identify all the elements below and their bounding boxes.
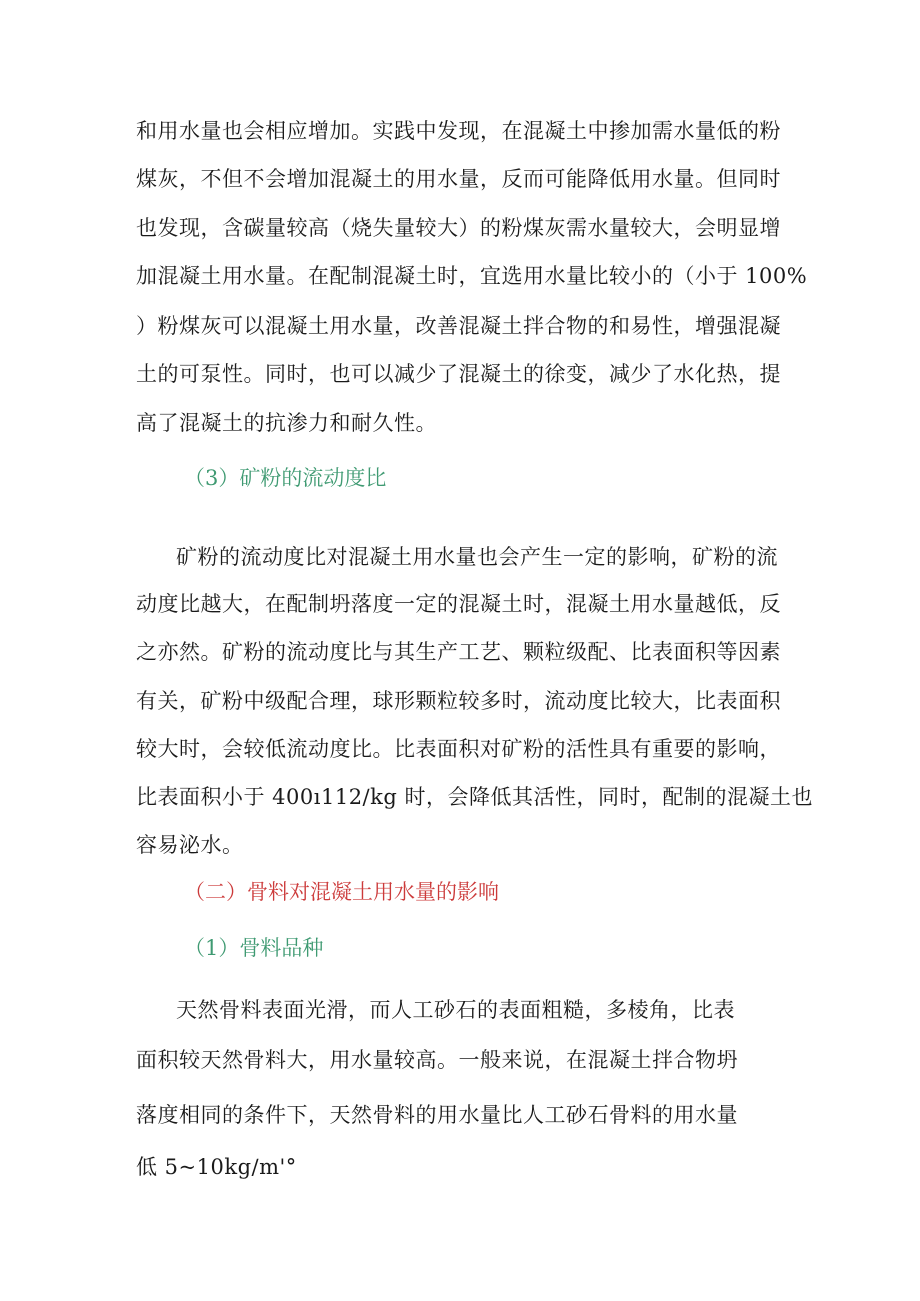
text-line: 有关，矿粉中级配合理，球形颗粒较多时，流动度比较大，比表面积 [136, 689, 781, 713]
text-line: 落度相同的条件下，天然骨料的用水量比人工砂石骨料的用水量 [136, 1103, 738, 1127]
text-line: 煤灰，不但不会增加混凝土的用水量，反而可能降低用水量。但同时 [136, 167, 781, 191]
text-line: 矿粉的流动度比对混凝土用水量也会产生一定的影响，矿粉的流 [176, 545, 778, 569]
heading-aggregate-type: （1）骨料品种 [184, 936, 324, 960]
text-line: 之亦然。矿粉的流动度比与其生产工艺、颗粒级配、比表面积等因素 [136, 640, 781, 664]
text-line: 比表面积小于 400ı112∕kg 时，会降低其活性，同时，配制的混凝土也 [136, 785, 813, 809]
text-line: 较大时，会较低流动度比。比表面积对矿粉的活性具有重要的影响， [136, 737, 781, 761]
text-line: 土的可泵性。同时，也可以减少了混凝土的徐变，减少了水化热，提 [136, 362, 781, 386]
text-line: 低 5~10kg∕m'° [136, 1155, 297, 1179]
text-line: 容易泌水。 [136, 833, 244, 857]
text-line: 加混凝土用水量。在配制混凝土时，宜选用水量比较小的（小于 100% [136, 264, 808, 288]
text-line: 也发现，含碳量较高（烧失量较大）的粉煤灰需水量较大，会明显增 [136, 216, 781, 240]
text-line: 和用水量也会相应增加。实践中发现，在混凝土中掺加需水量低的粉 [136, 119, 781, 143]
heading-aggregate-effect: （二）骨料对混凝土用水量的影响 [184, 880, 499, 904]
heading-mineral-powder-fluidity: （3）矿粉的流动度比 [184, 466, 387, 490]
text-line: ）粉煤灰可以混凝土用水量，改善混凝土拌合物的和易性，增强混凝 [136, 314, 781, 338]
text-line: 面积较天然骨料大，用水量较高。一般来说，在混凝土拌合物坍 [136, 1048, 738, 1072]
text-line: 动度比越大，在配制坍落度一定的混凝土时，混凝土用水量越低，反 [136, 592, 781, 616]
text-line: 天然骨料表面光滑，而人工砂石的表面粗糙，多棱角，比表 [176, 998, 735, 1022]
text-line: 高了混凝土的抗渗力和耐久性。 [136, 411, 437, 435]
